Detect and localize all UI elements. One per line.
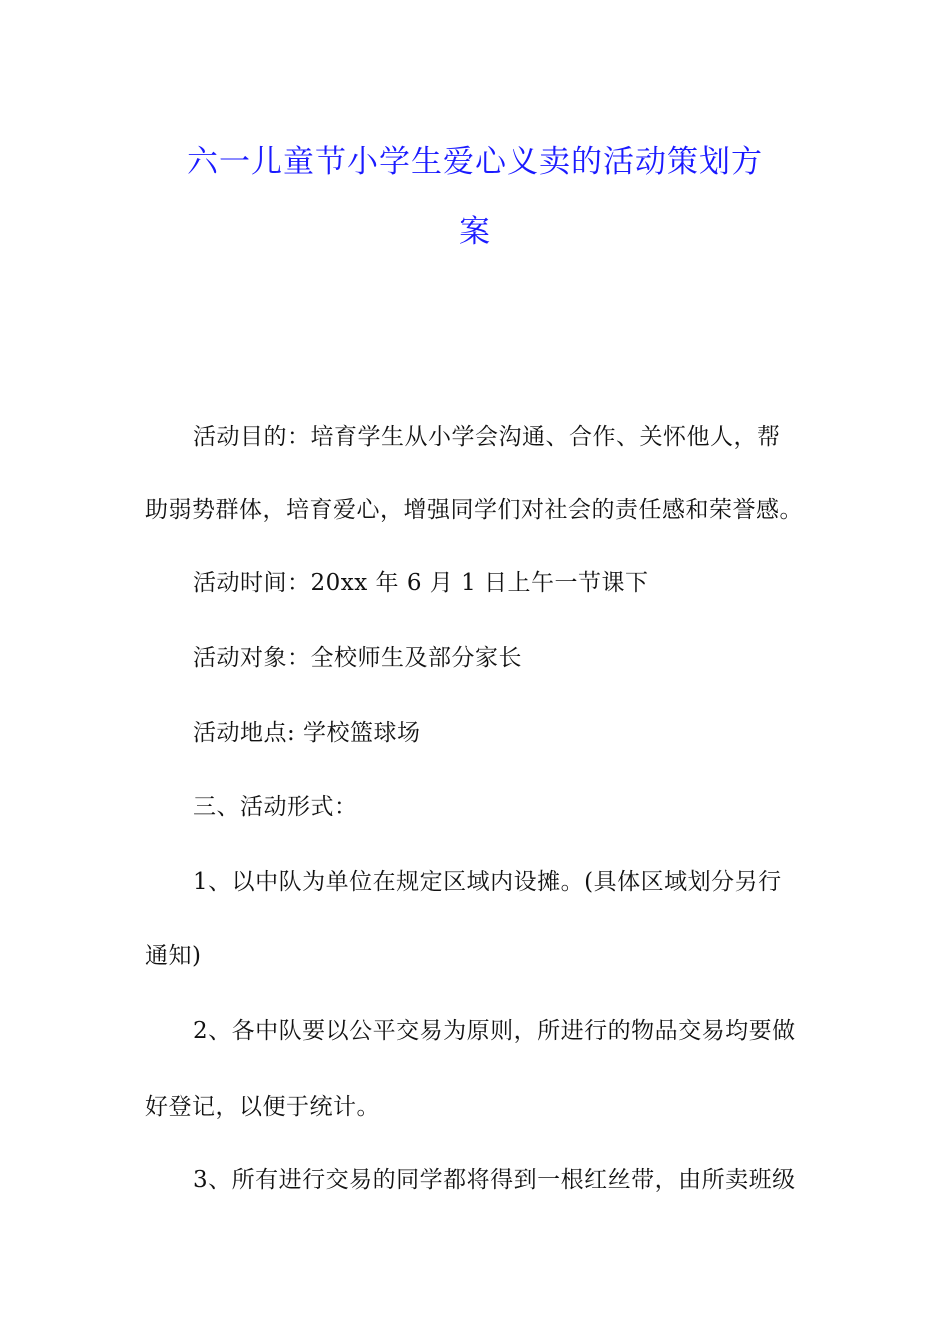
list-item-2-cont: 好登记，以便于统计。	[145, 1094, 380, 1120]
paragraph-location: 活动地点: 学校篮球场	[193, 720, 421, 746]
list-item-2: 2、各中队要以公平交易为原则，所进行的物品交易均要做	[193, 1018, 796, 1044]
paragraph-purpose-cont: 助弱势群体，培育爱心，增强同学们对社会的责任感和荣誉感。	[145, 497, 803, 523]
paragraph-time: 活动时间：20xx 年 6 月 1 日上午一节课下	[193, 570, 649, 596]
list-item-1: 1、以中队为单位在规定区域内设摊。(具体区域划分另行	[193, 869, 782, 895]
paragraph-audience: 活动对象：全校师生及部分家长	[193, 645, 522, 671]
document-title-line-2: 案	[459, 214, 491, 250]
section-heading-form: 三、活动形式：	[193, 794, 358, 820]
paragraph-purpose: 活动目的：培育学生从小学会沟通、合作、关怀他人，帮	[193, 424, 781, 450]
list-item-1-cont: 通知)	[145, 943, 202, 969]
list-item-3: 3、所有进行交易的同学都将得到一根红丝带，由所卖班级	[193, 1167, 796, 1193]
document-title-line-1: 六一儿童节小学生爱心义卖的活动策划方	[187, 144, 763, 180]
